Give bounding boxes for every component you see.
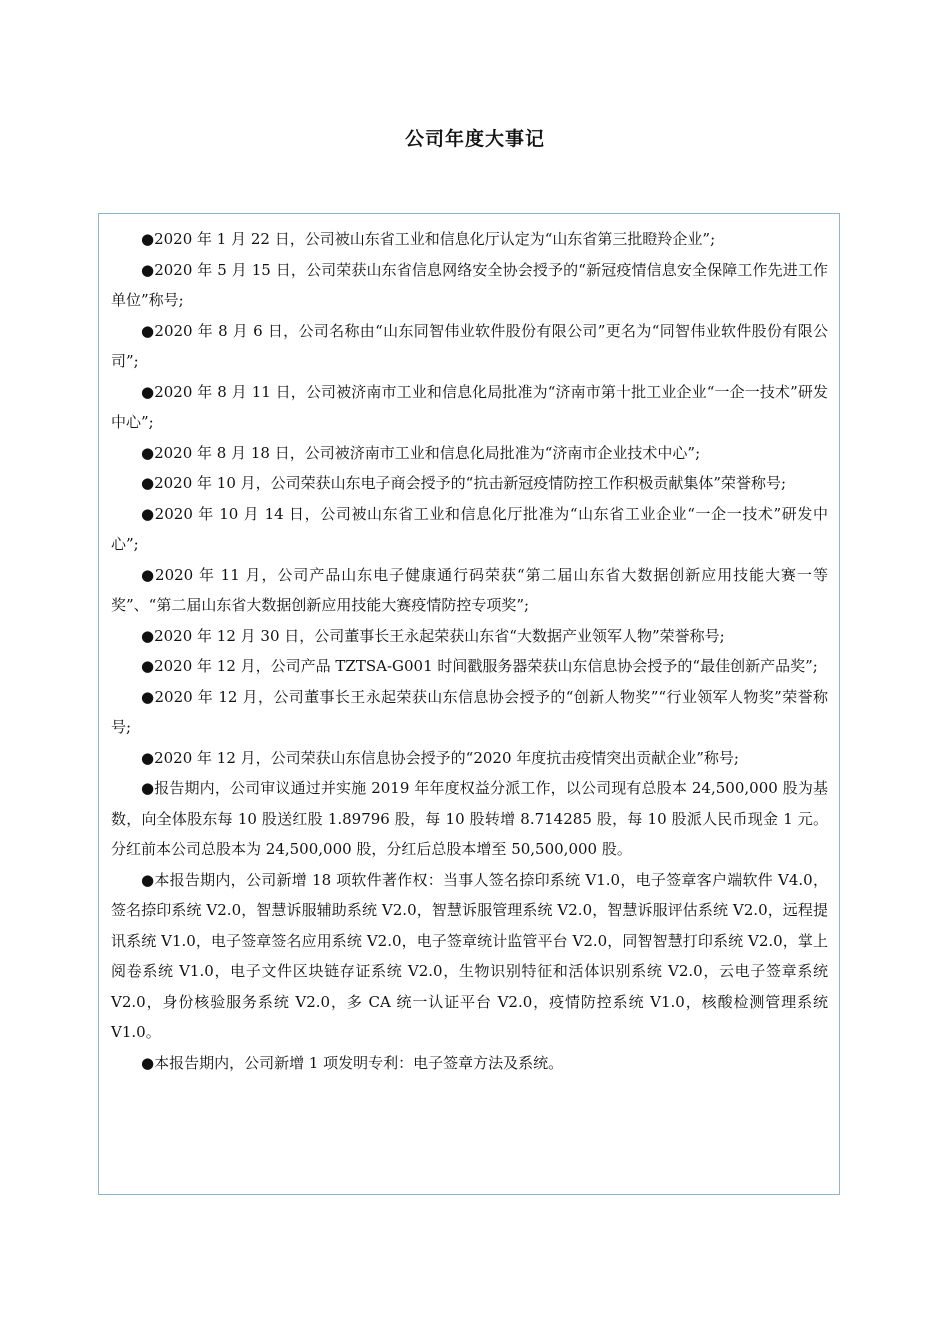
event-item: ●2020 年 10 月 14 日，公司被山东省工业和信息化厅批准为“山东省工业企业“一企一技术”研发中心”; (111, 504, 828, 553)
event-item: ●2020 年 12 月，公司产品 TZTSA-G001 时间戳服务器荣获山东信息协会授予的“最佳创新产品奖”; (141, 657, 818, 675)
event-item: ●2020 年 10 月，公司荣获山东电子商会授予的“抗击新冠疫情防控工作积极贡献集体”荣誉称号; (141, 474, 787, 492)
events-box (98, 213, 840, 1195)
event-item: ●报告期内，公司审议通过并实施 2019 年年度权益分派工作，以公司现有总股本 24,500,000 股为基数，向全体股东每 10 股送红股 1.89796 股，每 10 股转增 8.714285 股，每 10 股派人民币现金 1 元。分红前本公司总股本为 24,500,000 股，分红后总股本增至 50,500,000 股。 (111, 779, 828, 858)
event-item: ●2020 年 8 月 18 日，公司被济南市工业和信息化局批准为“济南市企业技术中心”; (141, 443, 701, 462)
event-item: ●2020 年 12 月，公司荣获山东信息协会授予的“2020 年度抗击疫情突出贡献企业”称号; (141, 748, 739, 767)
event-item: ●2020 年 12 月 30 日，公司董事长王永起荣获山东省“大数据产业领军人物”荣誉称号; (141, 626, 725, 645)
event-item: ●本报告期内，公司新增 18 项软件著作权：当事人签名捺印系统 V1.0，电子签章客户端软件 V4.0，签名捺印系统 V2.0，智慧诉服辅助系统 V2.0，智慧诉服管理系统 V2.0，智慧诉服评估系统 V2.0，远程提讯系统 V1.0，电子签章签名应用系统 V2.0，电子签章统计监管平台 V2.0，同智智慧打印系统 V2.0，掌上阅卷系统 V1.0，电子文件区块链存证系统 V2.0，生物识别特征和活体识别系统 V2.0，云电子签章系统 V2.0，身份核验服务系统 V2.0，多 CA 统一认证平台 V2.0，疫情防控系统 V1.0，核酸检测管理系统 V1.0。 (111, 870, 828, 1041)
event-item: ●本报告期内，公司新增 1 项发明专利：电子签章方法及系统。 (141, 1053, 564, 1072)
event-item: ●2020 年 1 月 22 日，公司被山东省工业和信息化厅认定为“山东省第三批瞪羚企业”; (141, 230, 716, 248)
event-item: ●2020 年 8 月 11 日，公司被济南市工业和信息化局批准为“济南市第十批工业企业“一企一技术”研发中心”; (111, 382, 828, 431)
event-item: ●2020 年 8 月 6 日，公司名称由“山东同智伟业软件股份有限公司”更名为“同智伟业软件股份有限公司”; (111, 321, 828, 370)
event-item: ●2020 年 11 月，公司产品山东电子健康通行码荣获“第二届山东省大数据创新应用技能大赛一等奖”、“第二届山东省大数据创新应用技能大赛疫情防控专项奖”; (111, 565, 828, 614)
event-item: ●2020 年 12 月，公司董事长王永起荣获山东信息协会授予的“创新人物奖”“行业领军人物奖”荣誉称号; (111, 687, 828, 736)
event-item: ●2020 年 5 月 15 日，公司荣获山东省信息网络安全协会授予的“新冠疫情信息安全保障工作先进工作单位”称号; (111, 260, 828, 309)
page-title: 公司年度大事记 (404, 128, 545, 150)
